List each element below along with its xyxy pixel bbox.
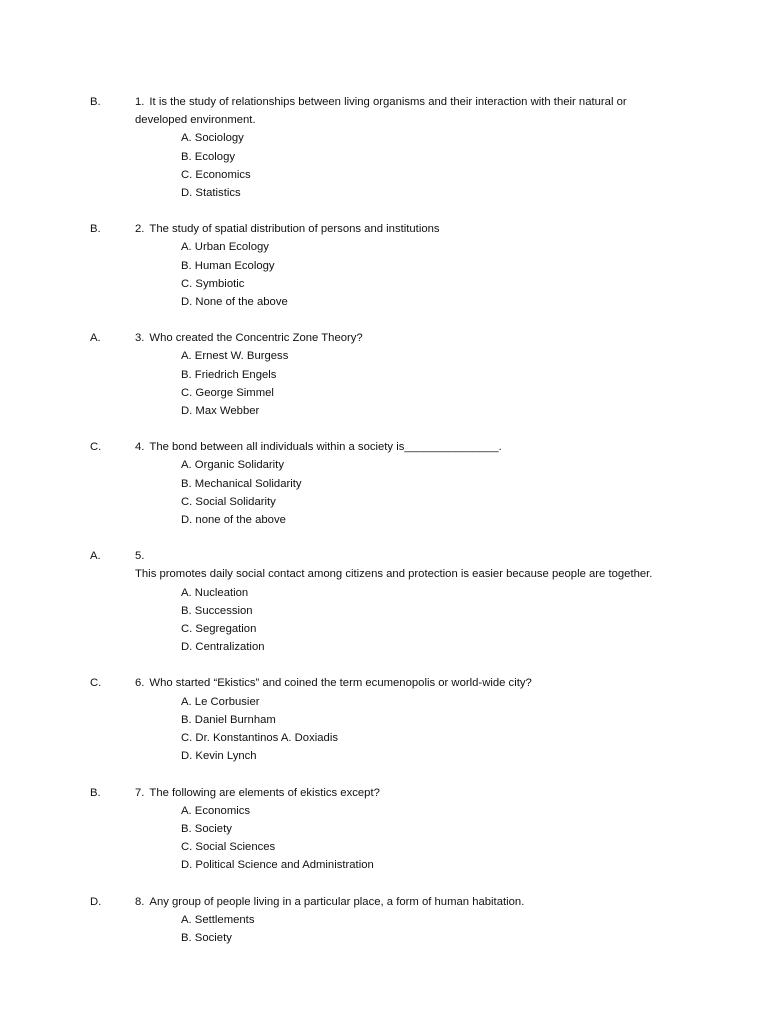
answer-key: B. — [90, 223, 101, 236]
choice-item: C. Symbiotic — [181, 277, 245, 290]
question-number: 2. — [135, 223, 145, 236]
choice-item: C. George Simmel — [181, 386, 274, 399]
choice-item: D. Statistics — [181, 187, 241, 200]
question-stem — [135, 329, 655, 347]
choice-item: A. Urban Ecology — [181, 241, 269, 254]
choice-item: D. Max Webber — [181, 405, 260, 418]
question-number: 1. — [135, 96, 145, 108]
choice-item: A. Settlements — [181, 913, 255, 926]
choice-item: C. Social Solidarity — [181, 495, 276, 508]
question-text: This promotes daily social contact among citizens and protection is easier because people are together. — [135, 568, 653, 581]
choice-list — [0, 238, 768, 311]
answer-key: A. — [90, 550, 101, 563]
choice-item: C. Economics — [181, 168, 251, 181]
question-stem — [135, 674, 655, 692]
choice-item: D. Kevin Lynch — [181, 750, 257, 763]
choice-list — [0, 456, 768, 529]
question-item — [0, 547, 768, 656]
choice-list — [0, 911, 768, 947]
choice-item: B. Society — [181, 822, 232, 835]
answer-key: B. — [90, 786, 101, 799]
question-number: 6. — [135, 677, 145, 690]
question-number: 3. — [135, 332, 145, 345]
answer-key: A. — [90, 332, 101, 345]
choice-item: C. Dr. Konstantinos A. Doxiadis — [181, 732, 338, 745]
choice-item: D. Political Science and Administration — [181, 859, 374, 872]
answer-key: C. — [90, 677, 102, 690]
choice-item: A. Ernest W. Burgess — [181, 350, 289, 363]
question-item — [0, 674, 768, 765]
choice-item: D. None of the above — [181, 296, 288, 309]
choice-item: D. none of the above — [181, 514, 286, 527]
question-stem — [135, 438, 655, 456]
question-item — [0, 93, 768, 202]
question-stem — [135, 220, 655, 238]
question-text: Who started “Ekistics” and coined the term ecumenopolis or world-wide city? — [149, 677, 532, 690]
choice-item: A. Sociology — [181, 132, 244, 145]
question-text: It is the study of relationships between living organisms and their interaction with their natural or developed environment. — [135, 96, 627, 127]
question-stem — [135, 893, 655, 911]
choice-item: A. Organic Solidarity — [181, 459, 284, 472]
question-item — [0, 438, 768, 529]
choice-item: D. Centralization — [181, 641, 265, 654]
choice-item: A. Economics — [181, 804, 251, 817]
choice-item: C. Segregation — [181, 623, 257, 636]
choice-item: B. Human Ecology — [181, 259, 275, 272]
question-text: The bond between all individuals within a society is_______________. — [149, 441, 502, 454]
choice-list — [0, 584, 768, 657]
answer-key: B. — [90, 96, 101, 108]
choice-list — [0, 693, 768, 766]
question-text: The study of spatial distribution of persons and institutions — [149, 223, 440, 236]
choice-item: B. Ecology — [181, 150, 236, 163]
choice-list — [0, 347, 768, 420]
choice-list — [0, 129, 768, 202]
question-list — [0, 93, 768, 965]
question-item — [0, 329, 768, 420]
question-number: 7. — [135, 786, 145, 799]
choice-item: B. Succession — [181, 604, 253, 617]
choice-item: B. Daniel Burnham — [181, 713, 276, 726]
choice-list — [0, 802, 768, 875]
question-stem — [135, 547, 655, 583]
answer-key: D. — [90, 895, 102, 908]
question-text: Who created the Concentric Zone Theory? — [149, 332, 363, 345]
question-stem — [135, 93, 655, 129]
question-number: 4. — [135, 441, 145, 454]
question-number: 8. — [135, 895, 145, 908]
question-text: The following are elements of ekistics except? — [149, 786, 380, 799]
choice-item: B. Friedrich Engels — [181, 368, 277, 381]
answer-key: C. — [90, 441, 102, 454]
choice-item: C. Social Sciences — [181, 841, 276, 854]
choice-item: A. Le Corbusier — [181, 695, 260, 708]
question-number: 5. — [135, 550, 145, 563]
question-item — [0, 784, 768, 875]
question-item — [0, 893, 768, 948]
choice-item: B. Mechanical Solidarity — [181, 477, 302, 490]
question-text: Any group of people living in a particular place, a form of human habitation. — [149, 895, 525, 908]
question-stem — [135, 784, 655, 802]
question-item — [0, 220, 768, 311]
choice-item: B. Society — [181, 931, 232, 944]
choice-item: A. Nucleation — [181, 586, 249, 599]
